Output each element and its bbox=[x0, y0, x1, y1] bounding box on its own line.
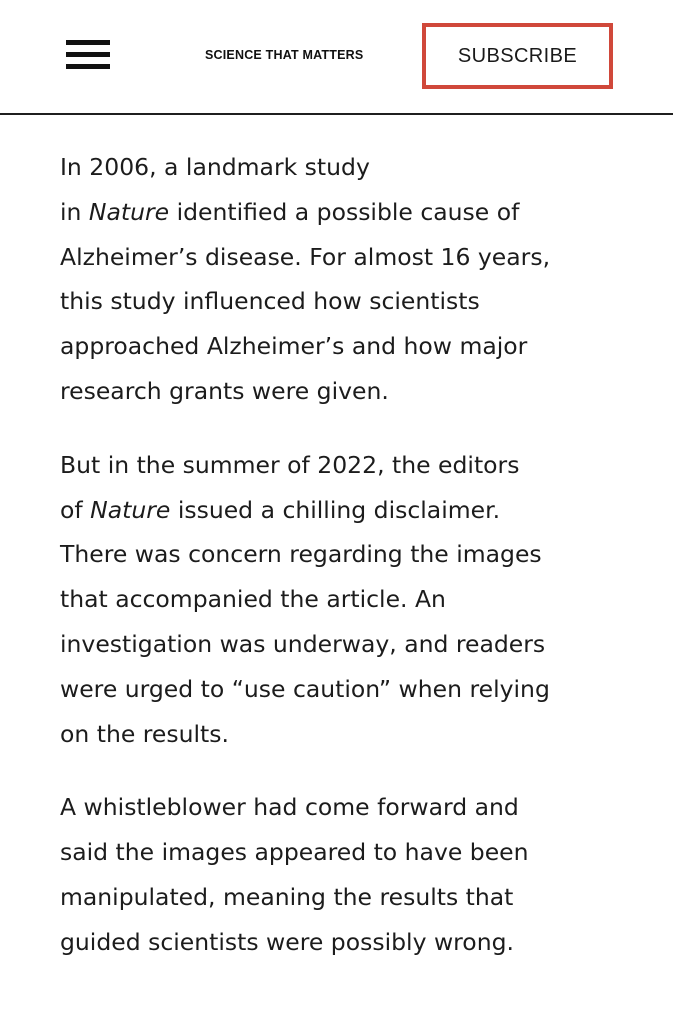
menu-bar-top bbox=[66, 40, 110, 45]
text-line: investigation was underway, and readers bbox=[60, 629, 546, 658]
text-fragment: in bbox=[60, 197, 89, 226]
menu-bar-middle bbox=[66, 52, 110, 57]
text-line: In 2006, a landmark study bbox=[60, 153, 370, 181]
menu-bar-bottom bbox=[66, 64, 110, 69]
text-line: But in the summer of 2022, the editors bbox=[60, 450, 520, 479]
top-header bbox=[0, 0, 673, 115]
journal-name: Nature bbox=[88, 197, 170, 226]
text-line: Alzheimer’s disease. For almost 16 years, bbox=[60, 242, 551, 271]
text-line: that accompanied the article. An bbox=[60, 585, 446, 614]
text-line bbox=[60, 190, 620, 235]
text-line: manipulated, meaning the results that bbox=[60, 882, 514, 911]
text-line: approached Alzheimer’s and how major bbox=[60, 332, 528, 361]
text-line: research grants were given. bbox=[60, 376, 389, 405]
text-fragment: issued a chilling disclaimer. bbox=[170, 495, 501, 524]
text-line: guided scientists were possibly wrong. bbox=[60, 927, 514, 956]
text-line bbox=[60, 488, 620, 533]
article-paragraph-3 bbox=[60, 785, 620, 964]
site-brand[interactable]: SCIENCE THAT MATTERS bbox=[205, 48, 364, 62]
text-line: said the images appeared to have been bbox=[60, 838, 529, 867]
article-paragraph-2 bbox=[60, 443, 620, 757]
text-line: on the results. bbox=[60, 719, 229, 748]
text-line: were urged to “use caution” when relying bbox=[60, 674, 550, 703]
text-line: A whistleblower had come forward and bbox=[60, 793, 519, 822]
article-paragraph-1 bbox=[60, 145, 620, 414]
article-body bbox=[60, 145, 620, 994]
text-fragment: identified a possible cause of bbox=[169, 197, 520, 226]
text-line: There was concern regarding the images bbox=[60, 540, 542, 569]
text-line: this study influenced how scientists bbox=[60, 287, 480, 316]
subscribe-button[interactable]: SUBSCRIBE bbox=[422, 23, 613, 89]
text-fragment: of bbox=[60, 495, 91, 524]
journal-name: Nature bbox=[90, 495, 171, 524]
hamburger-menu-icon[interactable] bbox=[66, 40, 110, 74]
